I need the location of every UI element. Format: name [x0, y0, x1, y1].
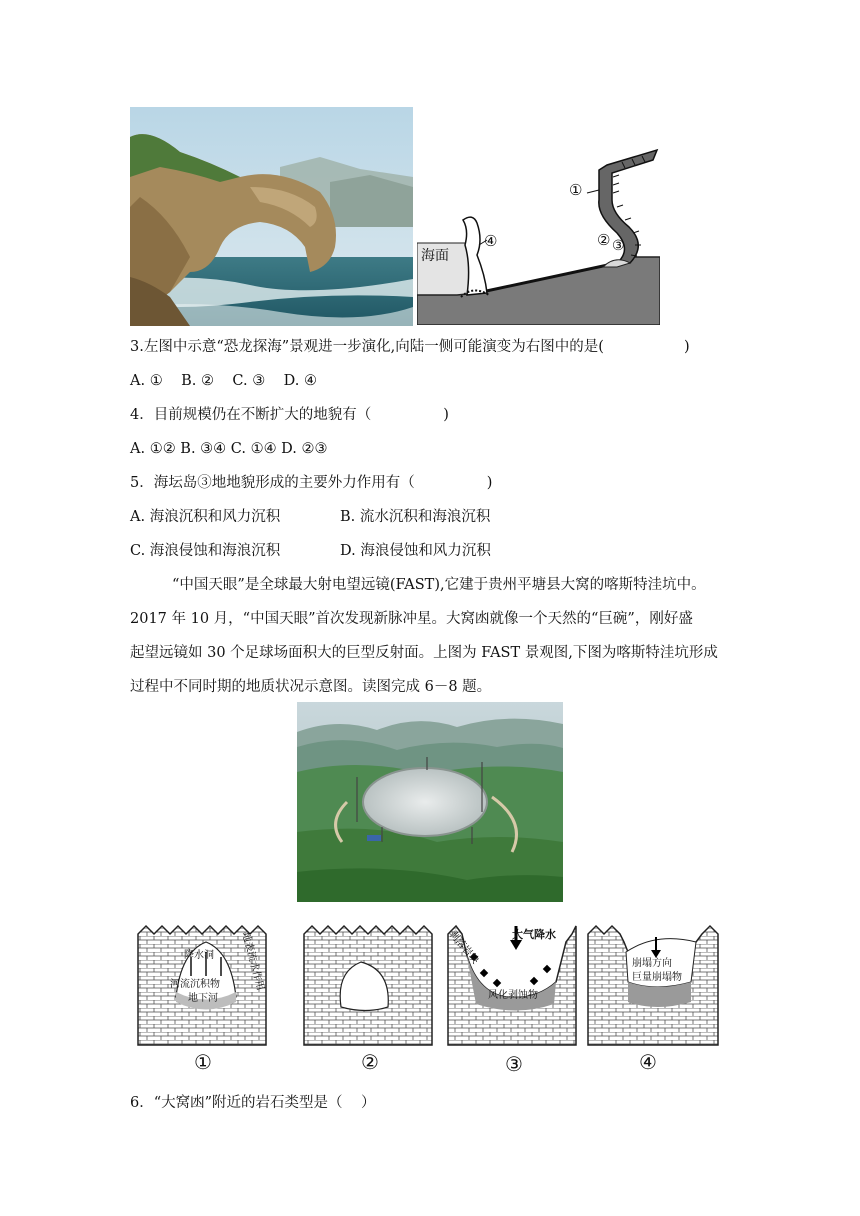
question-5-option-c: C. 海浪侵蚀和海浪沉积 [130, 543, 281, 559]
coastal-landform-diagram [417, 145, 660, 325]
karst-panel-3-text-2: 大气降水 [512, 928, 556, 941]
question-5-stem: 5．海坛岛③地地貌形成的主要外力作用有（ ) [130, 475, 493, 491]
karst-panel-3-text-1: 剥落岩块 [446, 928, 481, 967]
karst-panel-1-text-3: 地下河 [188, 993, 218, 1004]
karst-panel-1-text-1: 降水洞 [184, 950, 214, 961]
karst-panel-2 [304, 926, 432, 1045]
question-3-options: A. ① B. ② C. ③ D. ④ [130, 373, 317, 389]
question-4-options: A. ①② B. ③④ C. ①④ D. ②③ [130, 441, 328, 457]
karst-panel-3-text-3: 风化剥蚀物 [488, 990, 538, 1001]
question-5-option-a: A. 海浪沉积和风力沉积 [130, 509, 281, 525]
karst-panel-label-1: ① [194, 1050, 212, 1074]
karst-panel-label-4: ④ [639, 1050, 657, 1074]
fast-telescope-photo [297, 702, 563, 902]
karst-side-text: 地表流水作用 [239, 931, 266, 992]
question-6-stem: 6．“大窝凼”附近的岩石类型是（ ） [130, 1095, 376, 1111]
karst-panel-label-2: ② [361, 1050, 379, 1074]
marker-4: ④ [484, 232, 498, 250]
question-3-stem: 3.左图中示意“恐龙探海”景观进一步演化,向陆一侧可能演变为右图中的是( ) [130, 339, 690, 355]
karst-panel-4 [588, 926, 718, 1045]
paragraph-line-3: 起望远镜如 30 个足球场面积大的巨型反射面。上图为 FAST 景观图,下图为喀斯特洼坑形成 [130, 645, 718, 661]
paragraph-line-2: 2017 年 10 月，“中国天眼”首次发现新脉冲星。大窝凼就像一个天然的“巨碗”，刚好盛 [130, 611, 693, 627]
marker-2: ② [597, 231, 611, 249]
question-5-option-d: D. 海浪侵蚀和风力沉积 [340, 543, 491, 559]
paragraph-line-4: 过程中不同时期的地质状况示意图。读图完成 6－8 题。 [130, 679, 492, 695]
marker-1: ① [569, 181, 583, 199]
karst-formation-diagram [136, 912, 728, 1078]
marker-3: ③ [612, 238, 625, 254]
sea-arch-photo [130, 107, 413, 326]
karst-panel-1-text-2: 河流沉积物 [170, 979, 220, 990]
karst-panel-label-3: ③ [505, 1052, 523, 1076]
paragraph-line-1: “中国天眼”是全球最大射电望远镜(FAST),它建于贵州平塘县大窝的喀斯特洼坑中。 [172, 577, 706, 593]
karst-panel-4-text-2: 巨量崩塌物 [632, 972, 682, 983]
question-4-stem: 4．目前规模仍在不断扩大的地貌有（ ) [130, 407, 449, 423]
sea-surface-label: 海面 [421, 248, 449, 264]
question-5-option-b: B. 流水沉积和海浪沉积 [340, 509, 491, 525]
karst-panel-4-text-1: 崩塌方向 [632, 958, 672, 969]
